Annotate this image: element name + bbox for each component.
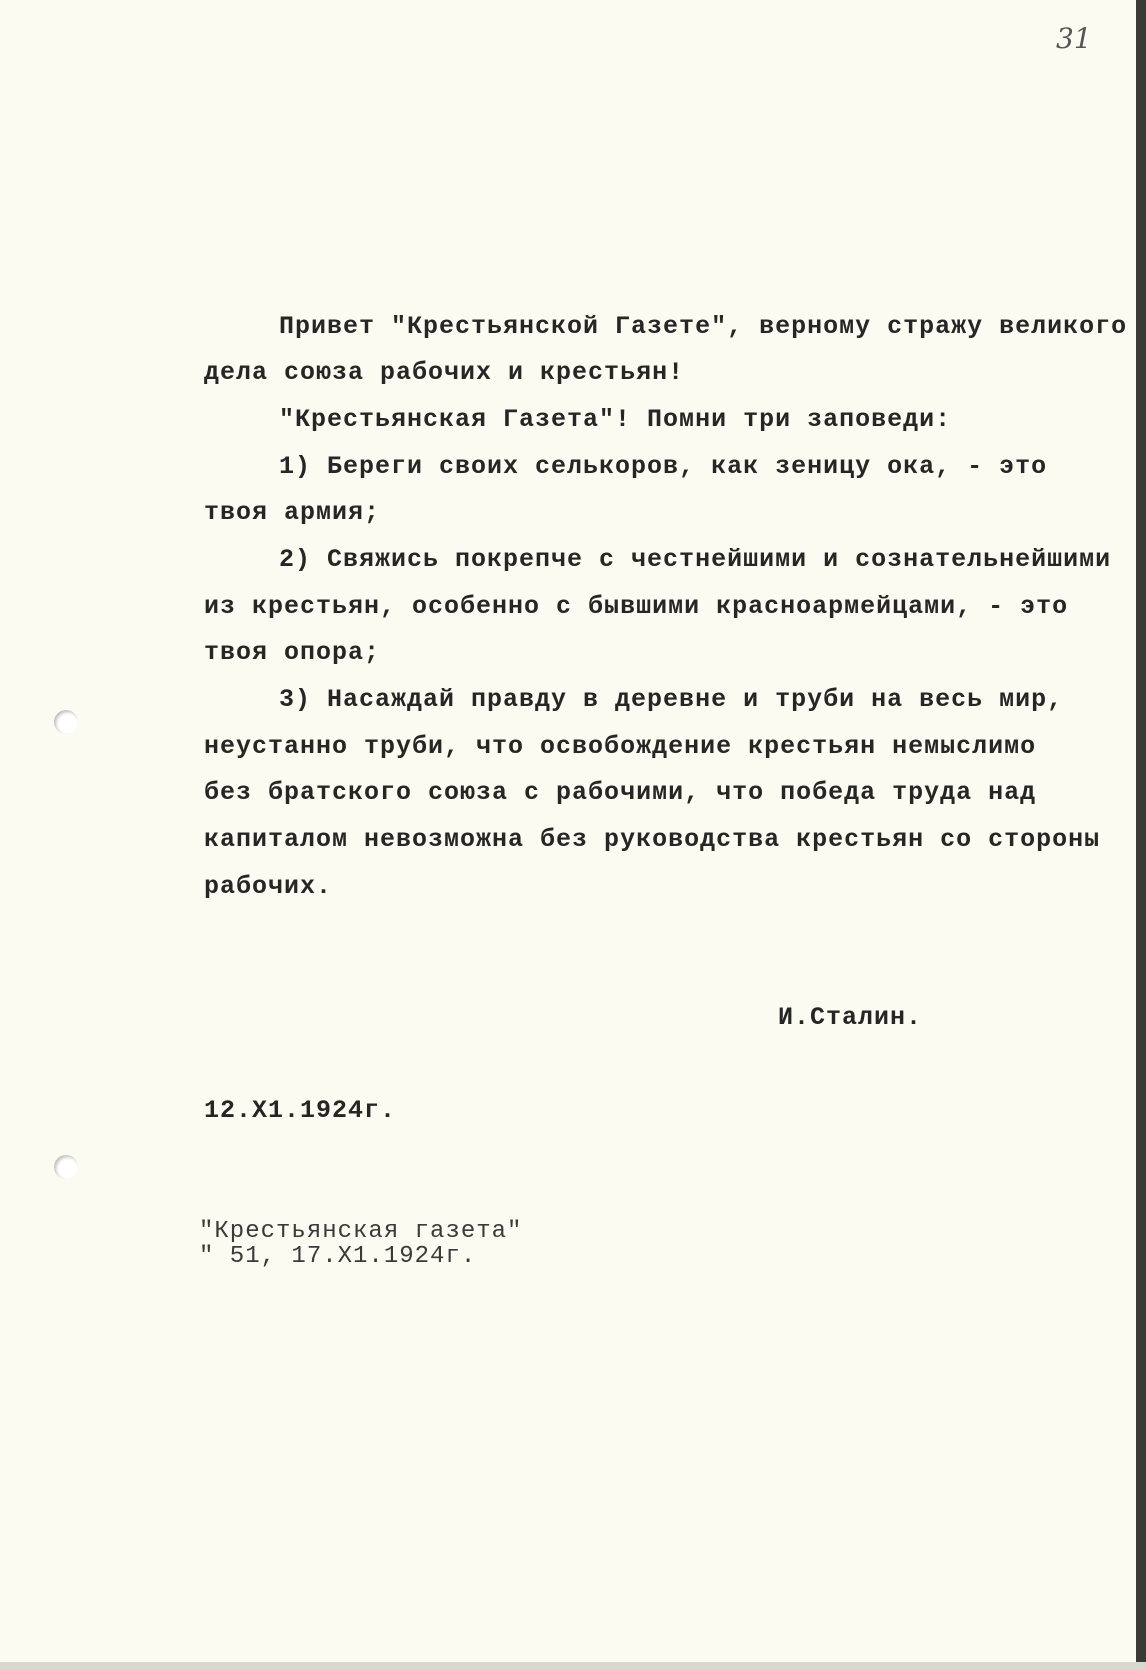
page-edge-bottom <box>0 1662 1146 1670</box>
body-line: твоя опора; <box>204 638 381 667</box>
source-line: " 51, 17.Х1.1924г. <box>199 1243 477 1270</box>
body-line: из крестьян, особенно с бывшими красноармейцами, - это <box>204 592 1069 621</box>
body-line: неустанно труби, что освобождение крестьян немыслимо <box>204 732 1037 761</box>
body-line: 3) Насаждай правду в деревне и труби на весь мир, <box>279 685 1064 714</box>
body-line: Привет "Крестьянской Газете", верному стражу великого <box>279 312 1128 341</box>
body-line: капиталом невозможна без руководства крестьян со стороны <box>204 825 1101 854</box>
page-number: 31 <box>1056 22 1092 55</box>
signature: И.Сталин. <box>778 1003 923 1032</box>
body-line: 1) Береги своих селькоров, как зеницу ока, - это <box>279 452 1048 481</box>
page-edge-right <box>1136 0 1146 1670</box>
punch-hole-upper <box>54 710 78 734</box>
body-line: рабочих. <box>204 872 333 901</box>
body-line: 2) Свяжись покрепче с честнейшими и сознательнейшими <box>279 545 1112 574</box>
body-line: твоя армия; <box>204 498 381 527</box>
body-line: "Крестьянская Газета"! Помни три заповеди: <box>279 405 952 434</box>
body-line: без братского союза с рабочими, что победа труда над <box>204 778 1037 807</box>
letter-date: 12.Х1.1924г. <box>204 1096 397 1125</box>
body-line: дела союза рабочих и крестьян! <box>204 358 685 387</box>
source-line: "Крестьянская газета" <box>199 1218 523 1245</box>
punch-hole-lower <box>54 1155 78 1179</box>
